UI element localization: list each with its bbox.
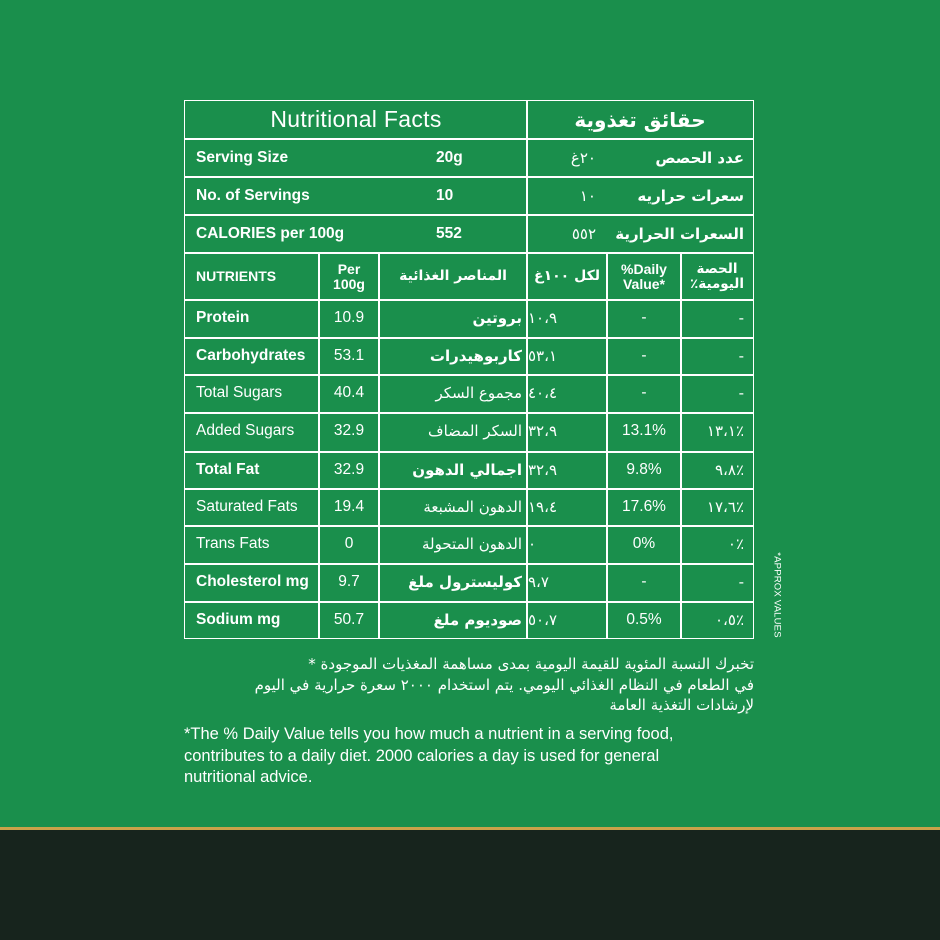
footnote-english-line: nutritional advice. — [184, 768, 313, 786]
column-divider — [378, 252, 380, 638]
daily-value-header-line2: Value* — [622, 275, 665, 292]
nutrient-value-arabic: ١٩،٤ — [528, 498, 558, 516]
row-divider — [184, 299, 754, 301]
row-divider — [184, 525, 754, 527]
row-divider — [184, 412, 754, 414]
nutrient-value-arabic: ٣٢،٩ — [528, 461, 558, 479]
daily-value-arabic: - — [738, 347, 744, 365]
column-divider — [526, 100, 528, 638]
serving-size-label: Serving Size — [196, 148, 289, 166]
servings-value-arabic: ١٠ — [579, 186, 596, 205]
daily-value: 13.1% — [622, 422, 666, 439]
nutrient-value: 32.9 — [333, 461, 365, 478]
footnote-arabic-line: تخبرك النسبة المئوية للقيمة اليومية بمدى مساهمة المغذيات الموجودة * — [308, 655, 754, 673]
nutrient-name-arabic: الدهون المشبعة — [423, 498, 522, 516]
row-divider — [184, 488, 754, 490]
daily-value-arabic: ٪١٧،٦ — [706, 498, 744, 516]
nutrient-value: 32.9 — [333, 422, 365, 439]
footnote-english-line: *The % Daily Value tells you how much a nutrient in a serving food, — [184, 725, 674, 743]
daily-value-arabic: ٪٩،٨ — [714, 461, 744, 479]
daily-value: - — [641, 384, 647, 401]
daily-value-arabic: - — [738, 309, 744, 327]
serving-size-label-arabic: عدد الحصص — [655, 148, 744, 167]
servings-value: 10 — [436, 186, 454, 204]
calories-label-arabic: السعرات الحرارية — [615, 224, 744, 243]
serving-size-value: 20g — [436, 148, 463, 166]
nutrient-value: 53.1 — [333, 347, 365, 364]
row-divider — [184, 374, 754, 376]
servings-label-arabic: سعرات حراريه — [637, 186, 744, 205]
daily-value-arabic: - — [738, 384, 744, 402]
nutrient-name: Cholesterol mg — [196, 573, 309, 590]
calories-label: CALORIES per 100g — [196, 224, 345, 242]
daily-value-header — [608, 254, 680, 299]
nutrient-value-arabic: ٥٣،١ — [528, 347, 558, 365]
row-divider — [184, 176, 754, 178]
daily-value: 17.6% — [622, 498, 666, 515]
nutrient-value: 9.7 — [338, 573, 360, 590]
row-divider — [184, 252, 754, 254]
footnote-arabic — [184, 654, 754, 716]
nutrient-name: Trans Fats — [196, 535, 270, 552]
daily-value-arabic: ٪١٣،١ — [706, 422, 744, 440]
daily-value-arabic: ٪٠ — [727, 535, 744, 553]
dark-footer-band — [0, 830, 940, 940]
nutrient-name: Protein — [196, 309, 250, 326]
nutrient-name: Carbohydrates — [196, 347, 306, 364]
daily-value: - — [641, 347, 647, 364]
serving-size-value-arabic: ٢٠غ — [570, 148, 596, 167]
per-100g-header-line2: 100g — [333, 275, 365, 292]
nutrient-value-arabic: ٣٢،٩ — [528, 422, 558, 440]
nutrient-name-arabic: السكر المضاف — [428, 422, 522, 440]
per-100g-header — [320, 254, 378, 299]
nutrient-name-arabic: صوديوم ملغ — [433, 611, 522, 629]
daily-value: 0.5% — [626, 611, 662, 628]
column-divider — [680, 252, 682, 638]
title-english: Nutritional Facts — [270, 106, 442, 132]
row-divider — [184, 563, 754, 565]
row-divider — [184, 601, 754, 603]
daily-value: - — [641, 573, 647, 590]
daily-value: 0% — [632, 535, 656, 552]
nutrient-name: Added Sugars — [196, 422, 295, 439]
row-divider — [184, 138, 754, 140]
daily-value-arabic: ٪٠،٥ — [714, 611, 744, 629]
daily-value: - — [641, 309, 647, 326]
column-divider — [318, 252, 320, 638]
daily-value-arabic: - — [738, 573, 744, 591]
row-divider — [184, 214, 754, 216]
nutrient-value-arabic: ٥٠،٧ — [528, 611, 558, 629]
footnote-arabic-line: لإرشادات التغذية العامة — [609, 696, 754, 714]
footnote-english — [184, 724, 764, 789]
approx-values-text: *APPROX VALUES — [771, 552, 783, 638]
row-divider — [184, 337, 754, 339]
servings-label: No. of Servings — [196, 186, 310, 204]
daily-value-header-arabic-line1: الحصة — [696, 260, 738, 277]
nutrient-name: Saturated Fats — [196, 498, 298, 515]
per-100g-header-line1: Per — [337, 260, 361, 277]
approx-values-note — [767, 549, 787, 641]
nutrient-value: 19.4 — [333, 498, 365, 515]
footnote-arabic-line: في الطعام في النظام الغذائي اليومي. يتم استخدام ٢٠٠٠ سعرة حرارية في اليوم — [254, 675, 754, 694]
nutrient-name-arabic: كوليسترول ملغ — [408, 573, 522, 591]
nutrient-name: Total Fat — [196, 461, 260, 478]
nutrient-name-arabic: مجموع السكر — [435, 384, 522, 402]
daily-value: 9.8% — [626, 461, 662, 478]
nutrient-value: 50.7 — [333, 611, 365, 628]
daily-value-header-arabic — [682, 254, 752, 299]
nutrients-header: NUTRIENTS — [196, 268, 277, 284]
footnote-english-line: contributes to a daily diet. 2000 calories a day is used for general — [184, 746, 660, 765]
nutrient-name-arabic: بروتين — [472, 309, 522, 327]
nutrient-name-arabic: الدهون المتحولة — [421, 535, 522, 553]
nutrient-name: Sodium mg — [196, 611, 281, 628]
nutrient-value: 40.4 — [333, 384, 365, 401]
title-arabic: حقائق تغذوية — [574, 107, 706, 132]
column-divider — [606, 252, 608, 638]
nutrients-header-arabic: المناصر الغذائية — [399, 268, 507, 284]
nutrient-value: 10.9 — [333, 309, 365, 326]
calories-value: 552 — [436, 224, 462, 242]
row-divider — [184, 451, 754, 453]
daily-value-header-line1: %Daily — [621, 260, 667, 277]
nutrient-value-arabic: ٩،٧ — [528, 573, 549, 591]
calories-value-arabic: ٥٥٢ — [571, 224, 596, 243]
daily-value-header-arabic-line2: اليومية٪ — [690, 275, 744, 292]
nutrient-value-arabic: ٤٠،٤ — [528, 384, 558, 402]
nutrient-name-arabic: كاربوهيدرات — [429, 347, 522, 365]
per-100g-header-arabic: لكل ١٠٠غ — [534, 268, 600, 284]
nutrient-name-arabic: اجمالي الدهون — [412, 461, 522, 479]
nutrient-value: 0 — [344, 535, 354, 552]
nutrient-name: Total Sugars — [196, 384, 283, 401]
nutrient-value-arabic: ٠ — [528, 535, 537, 553]
nutrient-value-arabic: ١٠،٩ — [528, 309, 558, 327]
